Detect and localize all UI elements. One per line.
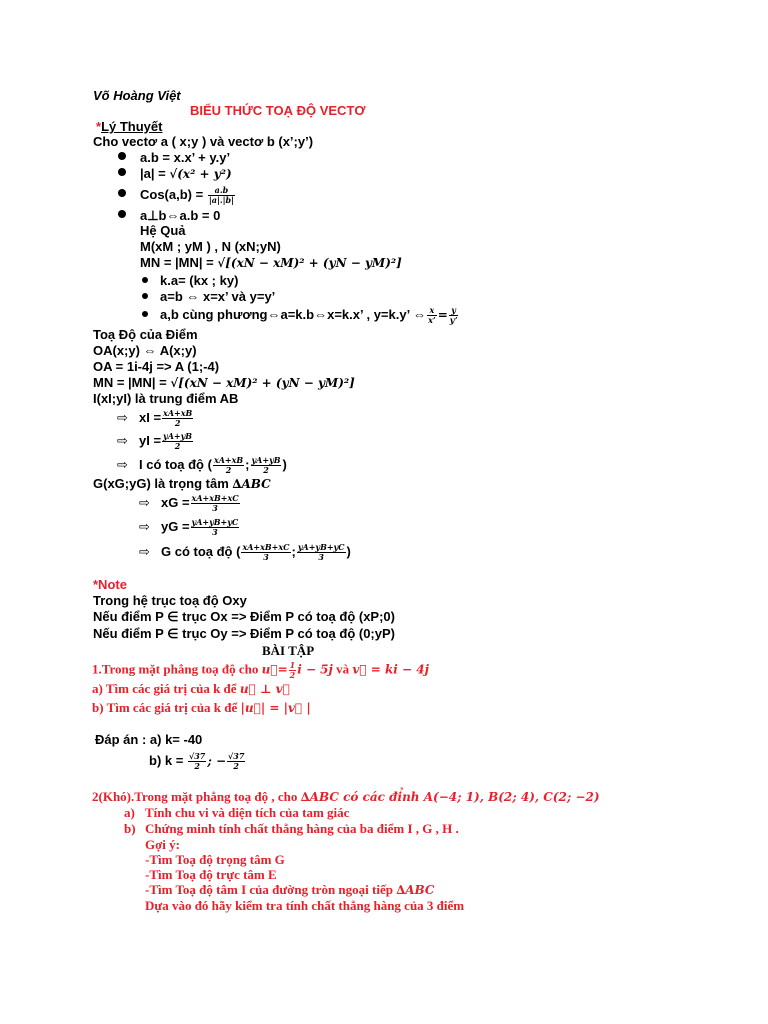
- answer-b: [149, 752, 246, 771]
- xi-lhs: xI =: [139, 409, 162, 425]
- ex1-b-text: b) Tìm các giá trị của k để: [92, 700, 238, 715]
- scalar-text: k.a= (kx ; ky): [160, 273, 239, 288]
- theory-star: *: [96, 119, 102, 134]
- answer-b-num-2: √37: [228, 751, 245, 761]
- i-coordinate: [117, 456, 287, 475]
- ex1-u-rest: i − 5j: [297, 662, 333, 677]
- xg-den: 3: [212, 503, 218, 513]
- i-x-den: 2: [225, 465, 232, 475]
- answer-b-fraction-1: [188, 752, 206, 771]
- xg-fraction: [191, 494, 240, 513]
- midpoint-intro: I(xI;yI) là trung điểm AB: [93, 391, 239, 406]
- theory-intro: Cho vectơ a ( x;y ) và vectơ b (x’;y’): [93, 134, 314, 149]
- xg-formula: [139, 494, 241, 513]
- bullet-icon: [118, 210, 126, 218]
- bullet-icon: [118, 152, 126, 160]
- exercise-2-part-b: [124, 821, 459, 837]
- answer-a: Đáp án : a) k= -40: [95, 732, 203, 747]
- bullet-icon: [142, 311, 148, 317]
- list-item-equal: [142, 289, 275, 305]
- xi-fraction: [162, 409, 193, 428]
- ex2-a-text: Tính chu vi và diện tích của tam giác: [145, 805, 350, 820]
- bullet-icon: [118, 168, 126, 176]
- g-x-fraction: [241, 543, 290, 562]
- i-coord-text: I có toạ độ (: [139, 456, 212, 472]
- hint-3-math: ∆ABC: [396, 883, 435, 897]
- ratio-x-den: x’: [428, 315, 436, 325]
- ex2-b-label: b): [124, 821, 136, 836]
- answer-b-den-1: 2: [194, 761, 200, 771]
- collinear-text: a,b cùng phương⇔a=k.b⇔x=k.x’ , y=k.y’: [160, 306, 410, 322]
- i-x-num: xA+xB: [213, 455, 244, 465]
- magnitude-formula: √(x² + y²): [169, 167, 232, 181]
- ex1-a-math: u⃗ ⊥ v⃗: [239, 682, 290, 696]
- close-paren: ): [282, 456, 287, 472]
- yg-num: yA+yB+yC: [191, 517, 239, 527]
- magnitude-lhs: |a| =: [140, 166, 166, 181]
- ratio-equals: =: [437, 307, 448, 322]
- corollary-mn: [140, 255, 402, 271]
- yg-formula: [139, 518, 240, 537]
- semicolon: ;: [291, 543, 296, 559]
- yi-fraction: [162, 432, 193, 451]
- coordinates-oa: OA(x;y) ⇔ A(x;y): [93, 343, 197, 358]
- note-heading: *Note: [93, 577, 127, 592]
- answer-b-den-2: 2: [233, 761, 239, 771]
- ex2-title-text: 2(Khó).Trong mặt phẳng toạ độ , cho: [92, 789, 298, 804]
- i-y-fraction: [251, 456, 282, 475]
- ratio-y-num: y: [449, 306, 459, 316]
- hint-heading: Gợi ý:: [145, 837, 181, 852]
- bullet-icon: [142, 277, 148, 283]
- ex1-a-text: a) Tìm các giá trị của k để: [92, 681, 237, 696]
- exercise-1-part-b: [92, 700, 311, 716]
- xg-num: xA+xB+xC: [191, 493, 239, 503]
- centroid-intro-text: G(xG;yG) là trọng tâm: [93, 476, 229, 491]
- arrow-icon: ⇨: [117, 456, 128, 472]
- answer-b-lhs: b) k =: [149, 752, 184, 768]
- g-coordinate: [139, 543, 351, 562]
- collinear-arrow: ⇔: [413, 306, 427, 322]
- hint-3: [145, 882, 434, 898]
- yg-den: 3: [212, 527, 218, 537]
- coordinates-mn-lhs: MN = |MN| =: [93, 375, 167, 390]
- ratio-x-num: x: [427, 306, 437, 316]
- yg-lhs: yG =: [161, 518, 190, 534]
- xg-lhs: xG =: [161, 494, 190, 510]
- ex1-u-eq: u⃗=: [261, 662, 288, 677]
- g-y-fraction: [297, 543, 346, 562]
- cosine-fraction: [208, 186, 235, 205]
- triangle-abc: ∆ABC: [232, 477, 271, 491]
- arrow-icon: ⇨: [139, 494, 150, 510]
- answer-b-fraction-2: [227, 752, 245, 771]
- coordinates-mn: [93, 375, 355, 391]
- coordinates-example: OA = 1i-4j => A (1;-4): [93, 359, 220, 374]
- list-item-scalar: [142, 273, 238, 289]
- arrow-icon: ⇨: [139, 518, 150, 534]
- xi-num: xA+xB: [163, 408, 193, 418]
- g-x-den: 3: [263, 552, 269, 562]
- xi-formula: [117, 409, 194, 428]
- list-item-cosine: [118, 186, 236, 205]
- hint-3-text: -Tìm Toạ độ tâm I của đường tròn ngoại tiếp: [145, 882, 393, 897]
- note-line-3: Nếu điểm P ∈ trục Oy => Điểm P có toạ độ (0;yP): [93, 626, 395, 641]
- note-line-1: Trong hệ trục toạ độ Oxy: [93, 593, 247, 608]
- yi-den: 2: [174, 441, 181, 451]
- ratio-x-fraction: [427, 306, 437, 325]
- exercise-1-part-a: [92, 681, 290, 697]
- corollary-mn-formula: √[(xN − xM)² + (yN − yM)²]: [217, 256, 402, 270]
- ex1-prefix: 1.Trong mặt phẳng toạ độ cho: [92, 661, 259, 677]
- theory-heading: [96, 119, 162, 135]
- yi-lhs: yI =: [139, 432, 162, 448]
- exercises-heading: BÀI TẬP: [262, 643, 315, 658]
- ex1-and: và: [336, 661, 350, 677]
- g-x-num: xA+xB+xC: [242, 542, 290, 552]
- arrow-icon: ⇨: [139, 543, 150, 559]
- cosine-numerator: a.b: [208, 186, 235, 196]
- i-y-den: 2: [263, 465, 269, 475]
- coordinates-mn-formula: √[(xN − xM)² + (yN − yM)²]: [170, 376, 355, 390]
- answer-b-sep: ; −: [207, 753, 227, 768]
- ex1-b-math: |u⃗| = |v⃗ |: [240, 701, 311, 715]
- yi-formula: [117, 432, 194, 451]
- close-paren: ): [346, 543, 351, 559]
- g-y-den: 3: [318, 552, 324, 562]
- list-item-magnitude: [118, 166, 232, 182]
- bullet-icon: [118, 189, 126, 197]
- hint-2: -Tìm Toạ độ trực tâm E: [145, 867, 277, 882]
- ex1-half-num: 1: [289, 660, 296, 670]
- hint-1: -Tìm Toạ độ trọng tâm G: [145, 852, 285, 867]
- theory-heading-text: Lý Thuyết: [101, 119, 163, 134]
- list-item-perpendicular: [118, 208, 220, 224]
- exercise-2-part-a: [124, 805, 349, 821]
- author-name: Võ Hoàng Việt: [93, 88, 181, 103]
- arrow-icon: ⇨: [117, 409, 128, 425]
- semicolon: ;: [245, 456, 250, 472]
- i-x-fraction: [213, 456, 244, 475]
- page-title: BIỂU THỨC TOẠ ĐỘ VECTƠ: [190, 103, 366, 118]
- cosine-lhs: Cos(a,b) =: [140, 186, 204, 202]
- coordinates-heading: Toạ Độ của Điểm: [93, 327, 198, 342]
- hint-4: Dựa vào đó hãy kiểm tra tính chất thẳng hàng của 3 điểm: [145, 898, 465, 913]
- ex2-b-text: Chứng minh tính chất thẳng hàng của ba điểm I , G , H .: [145, 821, 459, 836]
- corollary-points: M(xM ; yM ) , N (xN;yN): [140, 239, 281, 254]
- arrow-icon: ⇨: [117, 432, 128, 448]
- ex2-title-math: ∆ABC có các đỉnh A(−4; 1), B(2; 4), C(2; −2): [300, 790, 600, 804]
- ex1-v-eq: v⃗ = ki − 4j: [352, 662, 429, 677]
- equal-text: a=b ⇔ x=x’ và y=y’: [160, 289, 276, 304]
- exercise-2-title: [92, 789, 600, 805]
- yi-num: yA+yB: [163, 431, 193, 441]
- list-item-dot-product: [118, 150, 230, 166]
- corollary-mn-lhs: MN = |MN| =: [140, 255, 214, 270]
- yg-fraction: [191, 518, 240, 537]
- list-item-collinear: [142, 306, 459, 325]
- i-y-num: yA+yB: [251, 455, 281, 465]
- cosine-denominator: |a|.|b|: [208, 195, 235, 205]
- perpendicular-text: a⊥b⇔a.b = 0: [140, 208, 221, 223]
- g-coord-text: G có toạ độ (: [161, 543, 241, 559]
- ratio-y-fraction: [449, 306, 459, 325]
- centroid-intro: [93, 476, 271, 492]
- ex2-a-label: a): [124, 805, 135, 820]
- exercise-1-title: [92, 661, 429, 680]
- ex1-half-fraction: [289, 661, 297, 680]
- dot-product-text: a.b = x.x’ + y.y’: [140, 150, 231, 165]
- answer-b-num-1: √37: [188, 751, 206, 761]
- corollary-heading: Hệ Quả: [140, 223, 186, 238]
- xi-den: 2: [174, 418, 181, 428]
- bullet-icon: [142, 293, 148, 299]
- g-y-num: yA+yB+yC: [297, 542, 345, 552]
- ex1-half-den: 2: [289, 670, 296, 680]
- ratio-y-den: y’: [449, 315, 458, 325]
- note-line-2: Nếu điểm P ∈ trục Ox => Điểm P có toạ độ (xP;0): [93, 609, 395, 624]
